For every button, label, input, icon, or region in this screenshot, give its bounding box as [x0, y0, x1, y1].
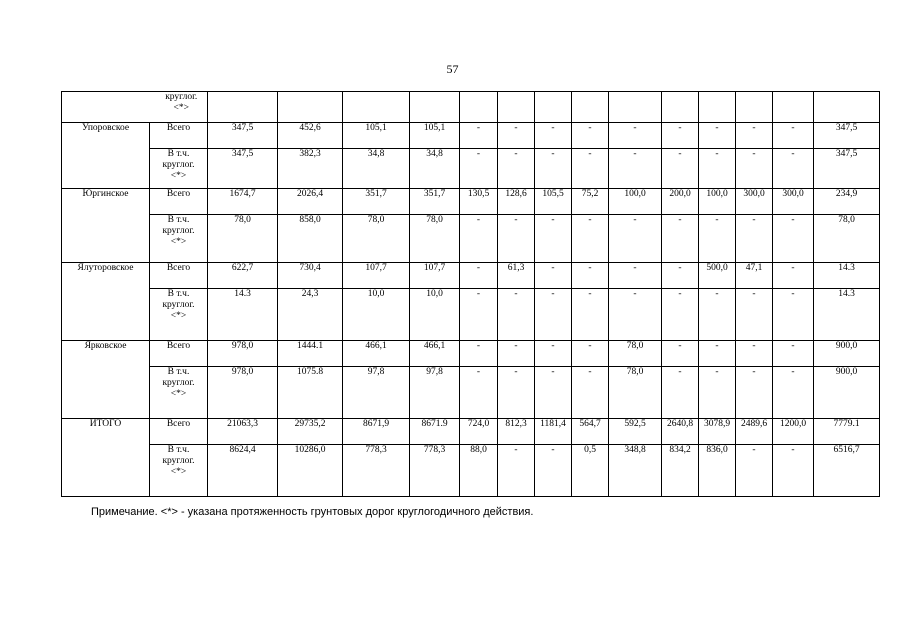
value-cell: - — [460, 149, 498, 189]
value-cell: - — [535, 367, 572, 419]
value-cell: 2489,6 — [736, 419, 773, 445]
value-cell: 500,0 — [699, 263, 736, 289]
value-cell: 466,1 — [410, 341, 460, 367]
row-kind-label: В т.ч. круглог. <*> — [150, 367, 208, 419]
value-cell: - — [699, 367, 736, 419]
value-cell: - — [773, 445, 814, 497]
total-row — [62, 189, 880, 215]
value-cell: - — [498, 215, 535, 263]
value-cell: 730,4 — [278, 263, 343, 289]
value-cell: 14.3 — [814, 289, 880, 341]
value-cell: - — [498, 367, 535, 419]
value-cell: 1181,4 — [535, 419, 572, 445]
value-cell: 1674,7 — [208, 189, 278, 215]
value-cell: 1075.8 — [278, 367, 343, 419]
value-cell: - — [572, 289, 609, 341]
value-cell: 466,1 — [343, 341, 410, 367]
value-cell: 2026,4 — [278, 189, 343, 215]
value-cell: - — [609, 123, 662, 149]
value-cell: - — [736, 149, 773, 189]
value-cell: - — [460, 289, 498, 341]
total-row — [62, 263, 880, 289]
value-cell: 858,0 — [278, 215, 343, 263]
value-cell: - — [460, 341, 498, 367]
value-cell: 10286,0 — [278, 445, 343, 497]
value-cell: - — [699, 341, 736, 367]
value-cell: 8671,9 — [343, 419, 410, 445]
value-cell: - — [498, 341, 535, 367]
row-kind-label: В т.ч. круглог. <*> — [150, 149, 208, 189]
value-cell: 128,6 — [498, 189, 535, 215]
value-cell: 10,0 — [343, 289, 410, 341]
value-cell: - — [460, 123, 498, 149]
year-round-row — [62, 289, 880, 341]
value-cell: - — [662, 123, 699, 149]
value-cell: 78,0 — [410, 215, 460, 263]
row-kind-label: В т.ч. круглог. <*> — [150, 445, 208, 497]
value-cell: - — [572, 123, 609, 149]
value-cell: - — [535, 215, 572, 263]
value-cell: - — [662, 341, 699, 367]
total-row — [62, 419, 880, 445]
value-cell: 130,5 — [460, 189, 498, 215]
value-cell: 100,0 — [609, 189, 662, 215]
value-cell: 351,7 — [410, 189, 460, 215]
district-name: Упоровское — [62, 123, 150, 189]
value-cell: 778,3 — [343, 445, 410, 497]
value-cell: - — [662, 215, 699, 263]
value-cell: 592,5 — [609, 419, 662, 445]
value-cell: - — [572, 215, 609, 263]
row-kind-label: В т.ч. круглог. <*> — [150, 289, 208, 341]
value-cell: 14.3 — [208, 289, 278, 341]
value-cell: 3078,9 — [699, 419, 736, 445]
value-cell: 24,3 — [278, 289, 343, 341]
value-cell: 724,0 — [460, 419, 498, 445]
value-cell: 1200,0 — [773, 419, 814, 445]
value-cell: - — [535, 341, 572, 367]
value-cell: - — [535, 289, 572, 341]
total-row — [62, 123, 880, 149]
year-round-label: круглог. <*> — [165, 92, 198, 113]
continuation-row — [62, 92, 880, 123]
year-round-row — [62, 215, 880, 263]
value-cell: 75,2 — [572, 189, 609, 215]
value-cell: - — [662, 367, 699, 419]
value-cell: - — [460, 367, 498, 419]
value-cell: - — [572, 149, 609, 189]
value-cell: 97,8 — [410, 367, 460, 419]
value-cell: 564,7 — [572, 419, 609, 445]
value-cell: - — [699, 123, 736, 149]
footnote: Примечание. <*> - указана протяженность грунтовых дорог круглогодичного действия. — [91, 506, 534, 518]
value-cell: - — [609, 289, 662, 341]
value-cell: - — [662, 289, 699, 341]
value-cell: - — [535, 263, 572, 289]
value-cell: - — [736, 341, 773, 367]
value-cell: 88,0 — [460, 445, 498, 497]
value-cell: 234,9 — [814, 189, 880, 215]
value-cell: - — [460, 215, 498, 263]
value-cell: 1444.1 — [278, 341, 343, 367]
value-cell: - — [699, 149, 736, 189]
value-cell: - — [535, 445, 572, 497]
value-cell: 10,0 — [410, 289, 460, 341]
value-cell: - — [535, 149, 572, 189]
value-cell: - — [699, 289, 736, 341]
row-kind-label: Всего — [150, 123, 208, 149]
value-cell: - — [773, 341, 814, 367]
value-cell: 78,0 — [814, 215, 880, 263]
value-cell: 348,8 — [609, 445, 662, 497]
year-round-row — [62, 149, 880, 189]
row-kind-label: Всего — [150, 189, 208, 215]
value-cell: - — [609, 263, 662, 289]
value-cell: - — [498, 123, 535, 149]
value-cell: 978,0 — [208, 341, 278, 367]
value-cell: 34,8 — [410, 149, 460, 189]
value-cell: - — [773, 149, 814, 189]
value-cell: 47,1 — [736, 263, 773, 289]
value-cell: 622,7 — [208, 263, 278, 289]
value-cell: 29735,2 — [278, 419, 343, 445]
value-cell: 6516,7 — [814, 445, 880, 497]
total-row — [62, 341, 880, 367]
value-cell: 105,5 — [535, 189, 572, 215]
value-cell: 347,5 — [208, 149, 278, 189]
value-cell: - — [736, 215, 773, 263]
value-cell: - — [572, 341, 609, 367]
value-cell: 105,1 — [343, 123, 410, 149]
value-cell: 812,3 — [498, 419, 535, 445]
row-kind-label: Всего — [150, 263, 208, 289]
value-cell: - — [736, 367, 773, 419]
value-cell: 107,7 — [410, 263, 460, 289]
row-kind-label: Всего — [150, 419, 208, 445]
value-cell: 778,3 — [410, 445, 460, 497]
year-round-row — [62, 445, 880, 497]
value-cell: - — [736, 445, 773, 497]
value-cell: - — [572, 367, 609, 419]
value-cell: 78,0 — [609, 341, 662, 367]
value-cell: 100,0 — [699, 189, 736, 215]
value-cell: - — [535, 123, 572, 149]
value-cell: - — [662, 149, 699, 189]
value-cell: 347,5 — [814, 123, 880, 149]
value-cell: 97,8 — [343, 367, 410, 419]
value-cell: 8671.9 — [410, 419, 460, 445]
value-cell: 347,5 — [208, 123, 278, 149]
value-cell: 200,0 — [662, 189, 699, 215]
value-cell: 452,6 — [278, 123, 343, 149]
value-cell: 836,0 — [699, 445, 736, 497]
district-name: Юргинское — [62, 189, 150, 263]
page-number: 57 — [446, 62, 459, 76]
value-cell: - — [662, 263, 699, 289]
value-cell: 300,0 — [773, 189, 814, 215]
district-name: ИТОГО — [62, 419, 150, 497]
value-cell: 347,5 — [814, 149, 880, 189]
value-cell: - — [773, 263, 814, 289]
value-cell: 834,2 — [662, 445, 699, 497]
value-cell: 900,0 — [814, 341, 880, 367]
value-cell: - — [736, 123, 773, 149]
value-cell: 8624,4 — [208, 445, 278, 497]
value-cell: 78,0 — [609, 367, 662, 419]
value-cell: - — [609, 215, 662, 263]
value-cell: 300,0 — [736, 189, 773, 215]
district-name: Ялуторовское — [62, 263, 150, 341]
value-cell: 107,7 — [343, 263, 410, 289]
value-cell: 900,0 — [814, 367, 880, 419]
value-cell: - — [736, 289, 773, 341]
value-cell: 382,3 — [278, 149, 343, 189]
value-cell: 14.3 — [814, 263, 880, 289]
value-cell: 7779.1 — [814, 419, 880, 445]
value-cell: 105,1 — [410, 123, 460, 149]
value-cell: - — [498, 289, 535, 341]
value-cell: - — [498, 445, 535, 497]
value-cell: 78,0 — [343, 215, 410, 263]
value-cell: - — [609, 149, 662, 189]
road-length-table — [61, 91, 880, 497]
value-cell: 61,3 — [498, 263, 535, 289]
row-kind-label: Всего — [150, 341, 208, 367]
value-cell: - — [498, 149, 535, 189]
value-cell: 34,8 — [343, 149, 410, 189]
value-cell: - — [572, 263, 609, 289]
year-round-row — [62, 367, 880, 419]
value-cell: 978,0 — [208, 367, 278, 419]
district-name: Ярковское — [62, 341, 150, 419]
value-cell: - — [773, 123, 814, 149]
value-cell: 78,0 — [208, 215, 278, 263]
value-cell: - — [699, 215, 736, 263]
row-kind-label: В т.ч. круглог. <*> — [150, 215, 208, 263]
value-cell: - — [460, 263, 498, 289]
value-cell: - — [773, 289, 814, 341]
value-cell: 2640,8 — [662, 419, 699, 445]
value-cell: - — [773, 215, 814, 263]
value-cell: 21063,3 — [208, 419, 278, 445]
value-cell: 351,7 — [343, 189, 410, 215]
value-cell: 0,5 — [572, 445, 609, 497]
value-cell: - — [773, 367, 814, 419]
